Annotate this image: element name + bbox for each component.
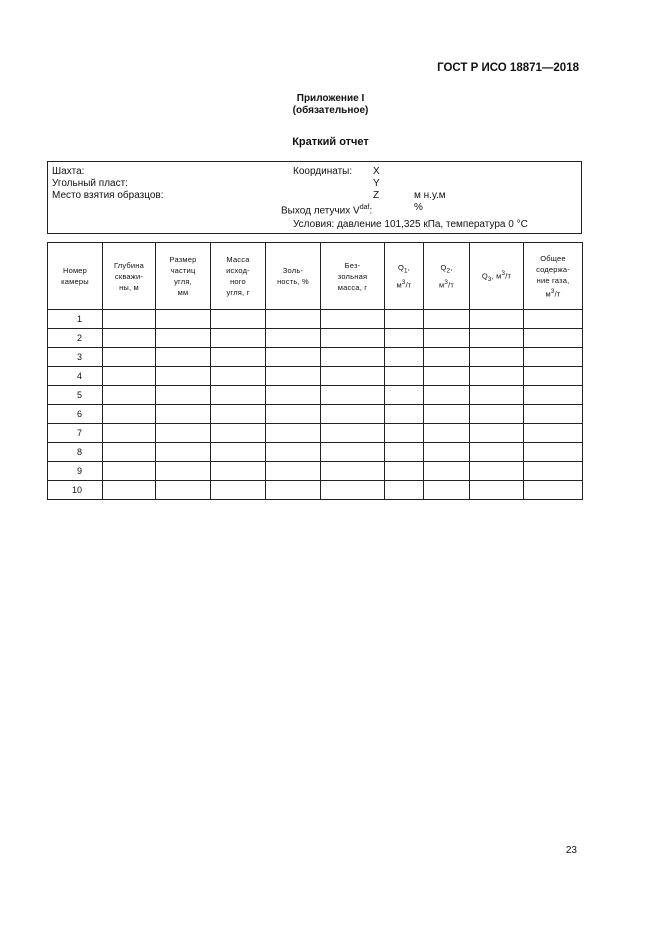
report-table	[47, 242, 583, 500]
empty-cell	[156, 348, 211, 367]
chamber-number-cell: 2	[48, 329, 103, 348]
empty-cell	[385, 443, 424, 462]
empty-cell	[470, 310, 524, 329]
empty-cell	[424, 405, 470, 424]
empty-cell	[156, 386, 211, 405]
empty-cell	[470, 424, 524, 443]
empty-cell	[321, 481, 385, 500]
empty-cell	[524, 462, 583, 481]
empty-cell	[266, 367, 321, 386]
empty-cell	[321, 386, 385, 405]
empty-cell	[103, 481, 156, 500]
table-row	[48, 424, 583, 443]
empty-cell	[321, 367, 385, 386]
empty-cell	[385, 348, 424, 367]
empty-cell	[211, 310, 266, 329]
table-header-row	[48, 243, 583, 310]
table-row	[48, 462, 583, 481]
chamber-number-cell: 6	[48, 405, 103, 424]
empty-cell	[385, 310, 424, 329]
empty-cell	[424, 443, 470, 462]
conditions-text: Условия: давление 101,325 кПа, температура 0 °С	[293, 219, 528, 230]
empty-cell	[103, 443, 156, 462]
empty-cell	[266, 462, 321, 481]
empty-cell	[211, 367, 266, 386]
table-row	[48, 310, 583, 329]
empty-cell	[385, 481, 424, 500]
empty-cell	[103, 424, 156, 443]
empty-cell	[470, 329, 524, 348]
empty-cell	[321, 405, 385, 424]
empty-cell	[156, 481, 211, 500]
empty-cell	[470, 348, 524, 367]
empty-cell	[266, 386, 321, 405]
chamber-number-cell: 7	[48, 424, 103, 443]
empty-cell	[103, 386, 156, 405]
empty-cell	[211, 443, 266, 462]
empty-cell	[470, 405, 524, 424]
coordinates-label: Координаты:	[293, 166, 353, 177]
sampling-site-label: Место взятия образцов:	[52, 190, 164, 201]
empty-cell	[385, 367, 424, 386]
empty-cell	[385, 329, 424, 348]
empty-cell	[103, 367, 156, 386]
empty-cell	[211, 481, 266, 500]
chamber-number-cell: 1	[48, 310, 103, 329]
empty-cell	[156, 424, 211, 443]
empty-cell	[211, 348, 266, 367]
empty-cell	[156, 367, 211, 386]
page-number: 23	[565, 845, 577, 856]
empty-cell	[103, 405, 156, 424]
empty-cell	[424, 367, 470, 386]
empty-cell	[470, 481, 524, 500]
col-ash-header: Золь- ность, %	[266, 243, 321, 310]
chamber-number-cell: 5	[48, 386, 103, 405]
empty-cell	[524, 386, 583, 405]
empty-cell	[470, 367, 524, 386]
empty-cell	[470, 386, 524, 405]
empty-cell	[321, 348, 385, 367]
col-depth-header: Глубина скважи- ны, м	[103, 243, 156, 310]
empty-cell	[424, 481, 470, 500]
empty-cell	[385, 462, 424, 481]
empty-cell	[211, 424, 266, 443]
appendix-title: Приложение I	[296, 93, 365, 104]
empty-cell	[470, 443, 524, 462]
col-particle-size-header: Размер частиц угля, мм	[156, 243, 211, 310]
col-q3-header: $Q_3$, $м^3/т$	[470, 243, 524, 310]
appendix-status: (обязательное)	[292, 105, 369, 116]
z-unit: м н.у.м	[414, 190, 446, 201]
appendix-heading	[0, 93, 661, 117]
empty-cell	[103, 329, 156, 348]
table-row	[48, 481, 583, 500]
table-row	[48, 386, 583, 405]
empty-cell	[524, 424, 583, 443]
empty-cell	[424, 310, 470, 329]
table-row	[48, 329, 583, 348]
col-coal-mass-header: Масса исход- ного угля, г	[211, 243, 266, 310]
empty-cell	[211, 386, 266, 405]
col-q1-header: $Q_1$, $м^3/т$	[385, 243, 424, 310]
empty-cell	[424, 348, 470, 367]
volatile-label: Выход летучих $V^{daf}$:	[281, 204, 373, 217]
empty-cell	[524, 329, 583, 348]
empty-cell	[211, 329, 266, 348]
empty-cell	[385, 386, 424, 405]
empty-cell	[385, 405, 424, 424]
empty-cell	[524, 367, 583, 386]
empty-cell	[156, 329, 211, 348]
empty-cell	[266, 443, 321, 462]
empty-cell	[524, 443, 583, 462]
col-total-gas-header: Общее содержа- ние газа, $м^3/т$	[524, 243, 583, 310]
empty-cell	[156, 310, 211, 329]
empty-cell	[103, 462, 156, 481]
empty-cell	[424, 386, 470, 405]
empty-cell	[524, 348, 583, 367]
col-ashfree-mass-header: Без- зольная масса, г	[321, 243, 385, 310]
seam-label: Угольный пласт:	[52, 178, 128, 189]
empty-cell	[385, 424, 424, 443]
empty-cell	[321, 310, 385, 329]
empty-cell	[424, 424, 470, 443]
empty-cell	[266, 310, 321, 329]
coord-y: Y	[373, 178, 380, 189]
report-title: Краткий отчет	[292, 136, 369, 148]
empty-cell	[103, 310, 156, 329]
empty-cell	[266, 424, 321, 443]
table-row	[48, 405, 583, 424]
empty-cell	[321, 329, 385, 348]
table-row	[48, 348, 583, 367]
col-chamber-header: Номер камеры	[48, 243, 103, 310]
empty-cell	[470, 462, 524, 481]
empty-cell	[211, 462, 266, 481]
chamber-number-cell: 10	[48, 481, 103, 500]
volatile-unit: %	[414, 202, 423, 213]
empty-cell	[211, 405, 266, 424]
empty-cell	[321, 424, 385, 443]
empty-cell	[266, 348, 321, 367]
empty-cell	[266, 329, 321, 348]
site-info-box	[47, 161, 582, 234]
empty-cell	[156, 443, 211, 462]
empty-cell	[524, 405, 583, 424]
coord-x: X	[373, 166, 380, 177]
chamber-number-cell: 9	[48, 462, 103, 481]
empty-cell	[156, 405, 211, 424]
coord-z: Z	[373, 190, 380, 201]
col-q2-header: $Q_2$, $м^3/т$	[424, 243, 470, 310]
empty-cell	[524, 310, 583, 329]
empty-cell	[424, 462, 470, 481]
empty-cell	[321, 443, 385, 462]
empty-cell	[156, 462, 211, 481]
empty-cell	[321, 462, 385, 481]
empty-cell	[266, 405, 321, 424]
mine-label: Шахта:	[52, 166, 85, 177]
standard-designation: ГОСТ Р ИСО 18871—2018	[437, 62, 579, 74]
table-row	[48, 443, 583, 462]
chamber-number-cell: 4	[48, 367, 103, 386]
table-row	[48, 367, 583, 386]
empty-cell	[524, 481, 583, 500]
empty-cell	[266, 481, 321, 500]
chamber-number-cell: 8	[48, 443, 103, 462]
chamber-number-cell: 3	[48, 348, 103, 367]
empty-cell	[103, 348, 156, 367]
empty-cell	[424, 329, 470, 348]
